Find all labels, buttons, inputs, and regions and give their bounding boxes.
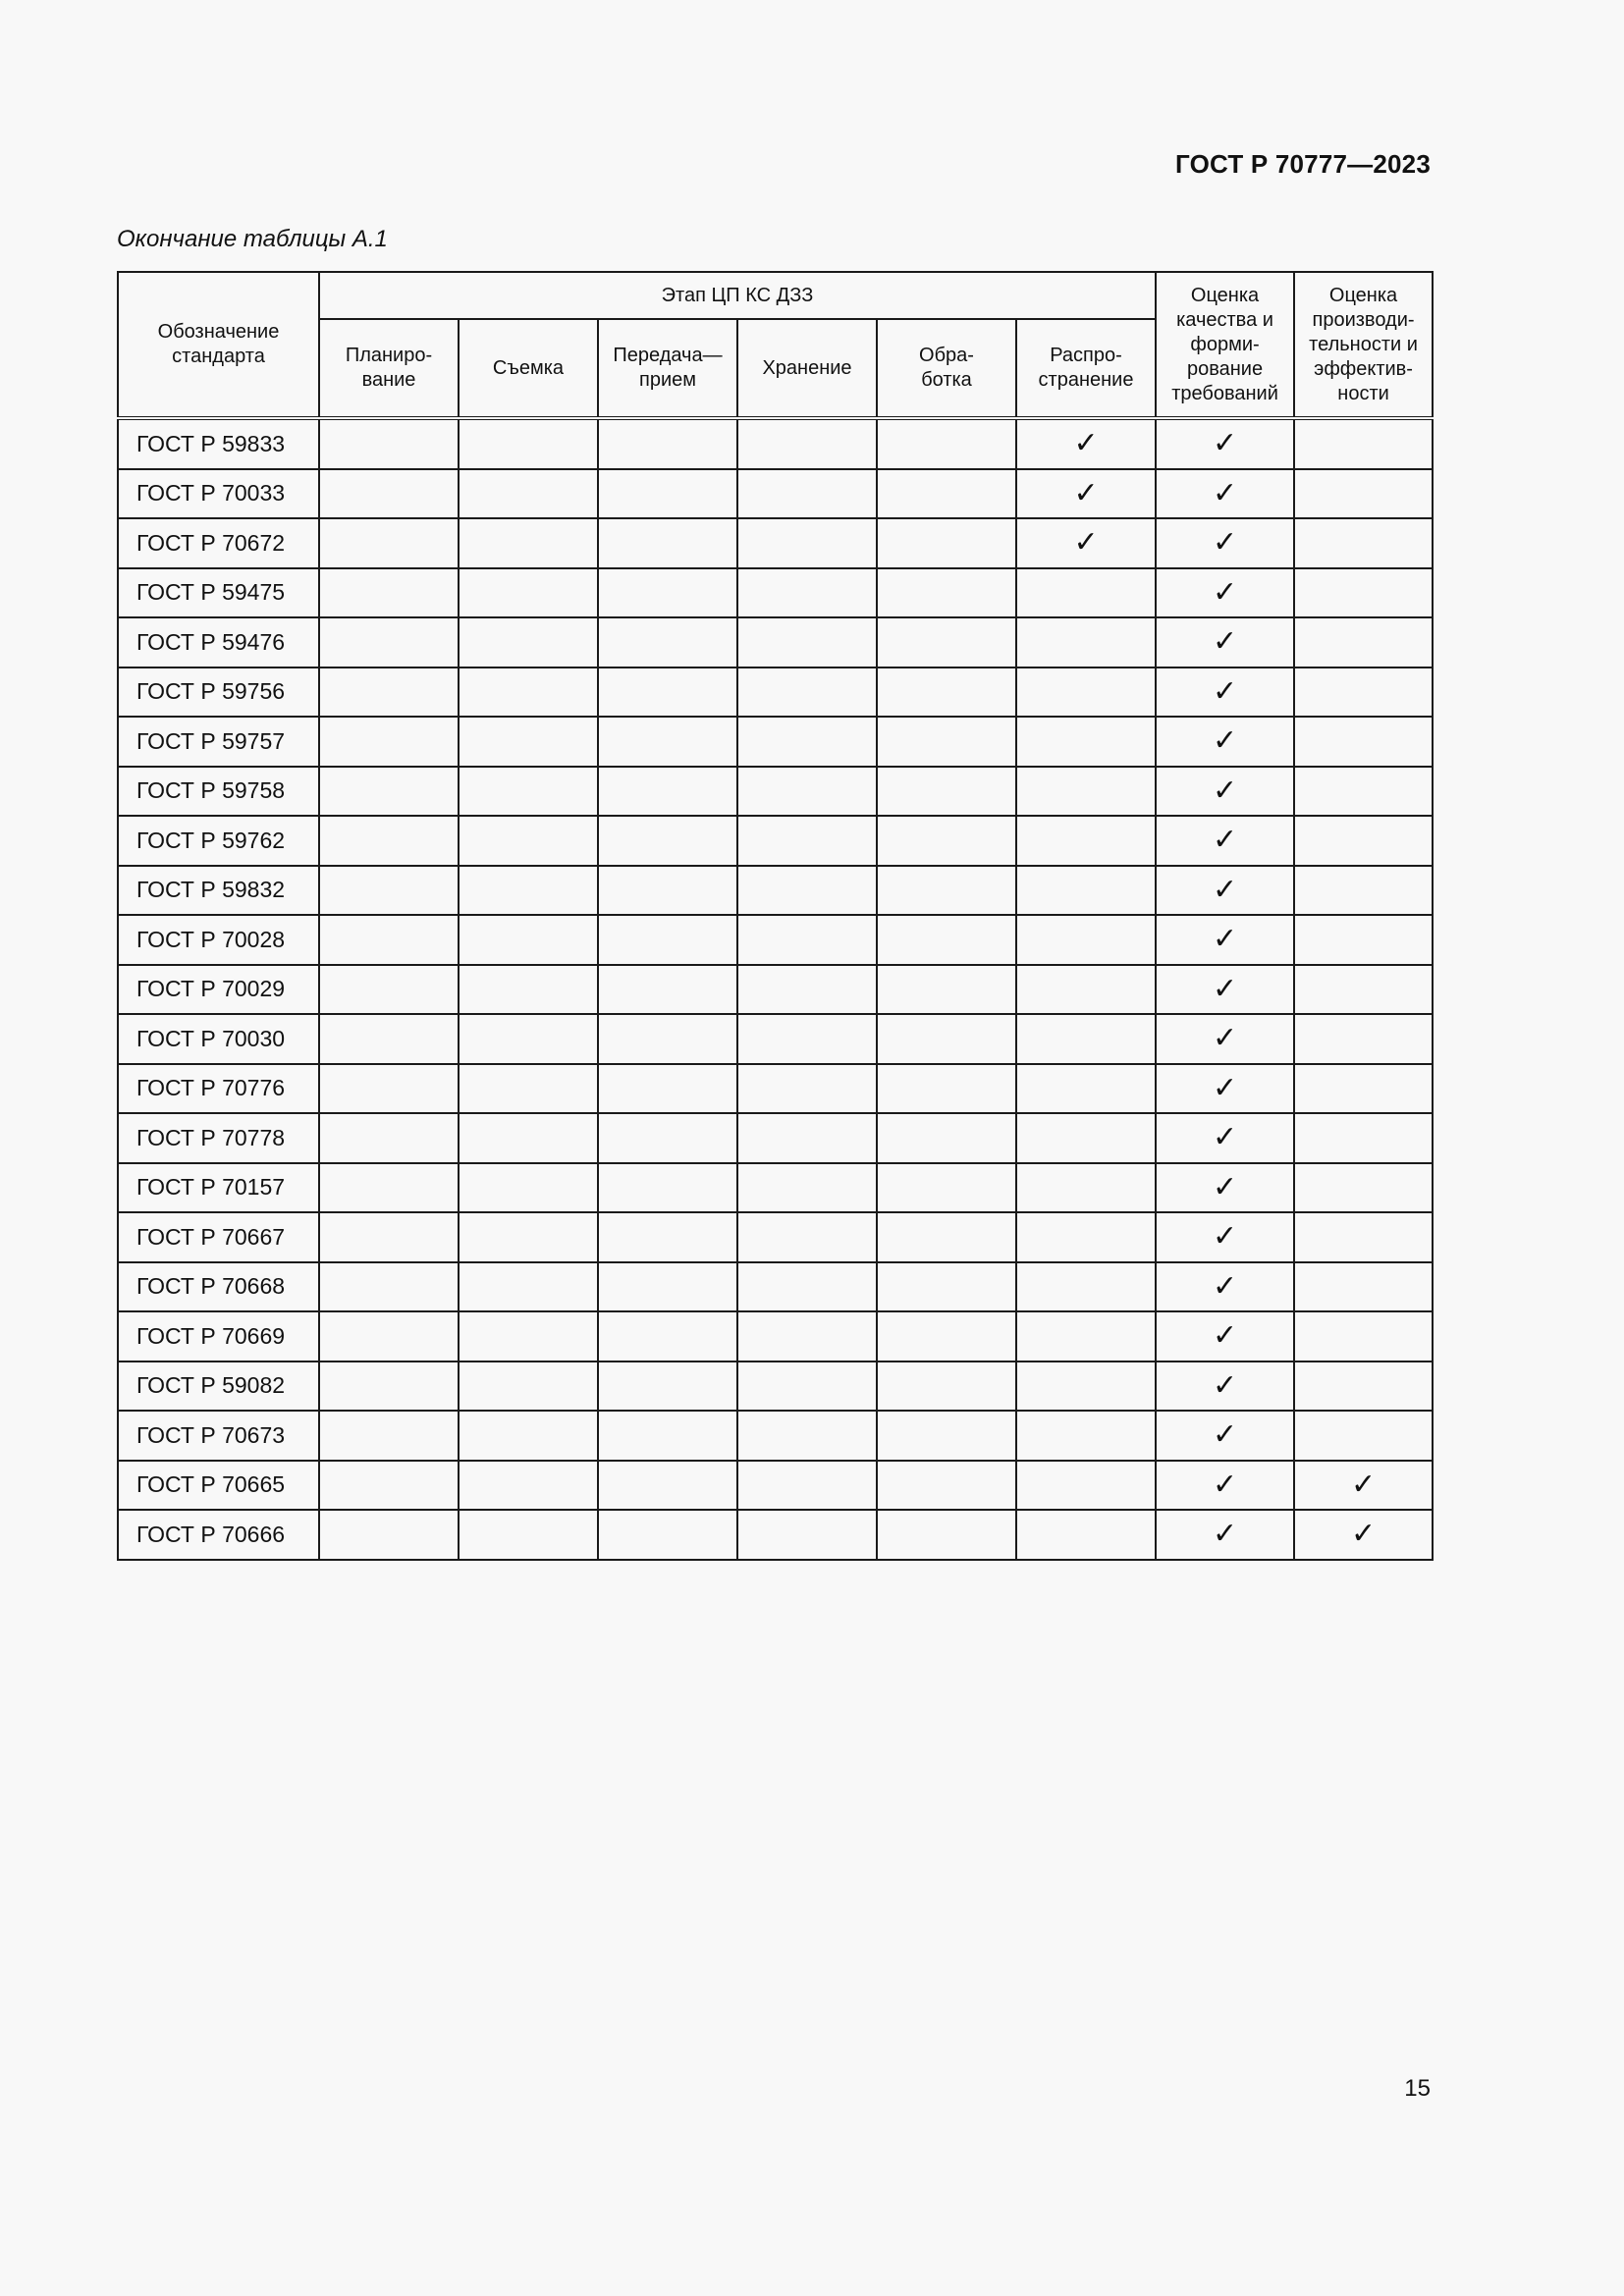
- empty-cell: [598, 568, 737, 618]
- page-number: 15: [1404, 2075, 1431, 2102]
- empty-cell: [1294, 965, 1433, 1015]
- empty-cell: [319, 816, 459, 866]
- check-mark-icon: ✓: [1156, 1212, 1294, 1262]
- empty-cell: [877, 418, 1016, 469]
- check-mark-icon: ✓: [1156, 1113, 1294, 1163]
- cell-standard: ГОСТ Р 70033: [118, 469, 319, 519]
- empty-cell: [319, 667, 459, 718]
- table-row: [118, 568, 1433, 618]
- table-row: [118, 1510, 1433, 1560]
- empty-cell: [459, 965, 598, 1015]
- cell-standard: ГОСТ Р 59758: [118, 767, 319, 817]
- empty-cell: [459, 1064, 598, 1114]
- empty-cell: [737, 1014, 877, 1064]
- empty-cell: [1016, 1311, 1156, 1362]
- cell-standard: ГОСТ Р 70030: [118, 1014, 319, 1064]
- empty-cell: [877, 767, 1016, 817]
- empty-cell: [1016, 1262, 1156, 1312]
- empty-cell: [1016, 717, 1156, 767]
- empty-cell: [877, 1311, 1016, 1362]
- header-standard: Обозначение стандарта: [118, 272, 319, 418]
- empty-cell: [877, 1163, 1016, 1213]
- empty-cell: [319, 717, 459, 767]
- empty-cell: [598, 1510, 737, 1560]
- empty-cell: [1294, 469, 1433, 519]
- empty-cell: [1294, 617, 1433, 667]
- empty-cell: [877, 568, 1016, 618]
- empty-cell: [1016, 568, 1156, 618]
- empty-cell: [459, 1163, 598, 1213]
- empty-cell: [877, 1212, 1016, 1262]
- empty-cell: [598, 1362, 737, 1412]
- table-row: [118, 667, 1433, 718]
- table-row: [118, 767, 1433, 817]
- check-mark-icon: ✓: [1294, 1461, 1433, 1511]
- empty-cell: [319, 1163, 459, 1213]
- empty-cell: [459, 418, 598, 469]
- empty-cell: [1294, 1362, 1433, 1412]
- header-stage-planning: Планиро- вание: [319, 319, 459, 418]
- header-stage-group: Этап ЦП КС ДЗЗ: [319, 272, 1156, 319]
- empty-cell: [877, 965, 1016, 1015]
- cell-standard: ГОСТ Р 70778: [118, 1113, 319, 1163]
- empty-cell: [737, 1311, 877, 1362]
- empty-cell: [1016, 1510, 1156, 1560]
- table-header: [118, 272, 1433, 418]
- empty-cell: [459, 568, 598, 618]
- empty-cell: [877, 816, 1016, 866]
- header-quality: Оценка качества и форми-рование требований: [1156, 272, 1294, 418]
- empty-cell: [737, 469, 877, 519]
- table-row: [118, 1311, 1433, 1362]
- empty-cell: [459, 1461, 598, 1511]
- table-row: [118, 418, 1433, 469]
- table-row: [118, 915, 1433, 965]
- header-stage-processing: Обра- ботка: [877, 319, 1016, 418]
- table-row: [118, 1262, 1433, 1312]
- empty-cell: [737, 1411, 877, 1461]
- empty-cell: [459, 1262, 598, 1312]
- table-caption: Окончание таблицы А.1: [117, 226, 388, 252]
- empty-cell: [737, 965, 877, 1015]
- table-row: [118, 1212, 1433, 1262]
- empty-cell: [737, 667, 877, 718]
- empty-cell: [1016, 1064, 1156, 1114]
- empty-cell: [319, 418, 459, 469]
- empty-cell: [319, 1311, 459, 1362]
- check-mark-icon: ✓: [1156, 568, 1294, 618]
- empty-cell: [459, 816, 598, 866]
- header-stage-transfer: Передача— прием: [598, 319, 737, 418]
- empty-cell: [598, 1262, 737, 1312]
- table-row: [118, 965, 1433, 1015]
- empty-cell: [459, 767, 598, 817]
- check-mark-icon: ✓: [1156, 1064, 1294, 1114]
- cell-standard: ГОСТ Р 59476: [118, 617, 319, 667]
- cell-standard: ГОСТ Р 70029: [118, 965, 319, 1015]
- empty-cell: [459, 1510, 598, 1560]
- check-mark-icon: ✓: [1156, 965, 1294, 1015]
- empty-cell: [877, 1510, 1016, 1560]
- empty-cell: [737, 617, 877, 667]
- empty-cell: [737, 568, 877, 618]
- table-row: [118, 1411, 1433, 1461]
- empty-cell: [598, 617, 737, 667]
- empty-cell: [459, 617, 598, 667]
- empty-cell: [877, 866, 1016, 916]
- empty-cell: [1016, 1362, 1156, 1412]
- empty-cell: [598, 469, 737, 519]
- empty-cell: [877, 1411, 1016, 1461]
- empty-cell: [737, 518, 877, 568]
- cell-standard: ГОСТ Р 59757: [118, 717, 319, 767]
- empty-cell: [1294, 1113, 1433, 1163]
- empty-cell: [1016, 1212, 1156, 1262]
- empty-cell: [598, 866, 737, 916]
- header-stage-survey: Съемка: [459, 319, 598, 418]
- table-body: [118, 418, 1433, 1560]
- empty-cell: [459, 1311, 598, 1362]
- table-row: [118, 1362, 1433, 1412]
- empty-cell: [737, 1362, 877, 1412]
- empty-cell: [459, 1014, 598, 1064]
- standards-table: [117, 271, 1434, 1561]
- empty-cell: [598, 767, 737, 817]
- empty-cell: [319, 1362, 459, 1412]
- empty-cell: [598, 1311, 737, 1362]
- empty-cell: [319, 1014, 459, 1064]
- empty-cell: [1016, 617, 1156, 667]
- empty-cell: [737, 418, 877, 469]
- empty-cell: [1294, 418, 1433, 469]
- empty-cell: [877, 1362, 1016, 1412]
- empty-cell: [598, 1411, 737, 1461]
- table-row: [118, 1064, 1433, 1114]
- empty-cell: [1016, 1113, 1156, 1163]
- empty-cell: [1016, 1411, 1156, 1461]
- empty-cell: [1294, 1262, 1433, 1312]
- empty-cell: [598, 915, 737, 965]
- empty-cell: [598, 1113, 737, 1163]
- empty-cell: [319, 1461, 459, 1511]
- check-mark-icon: ✓: [1156, 1014, 1294, 1064]
- header-stage-distribution: Распро- странение: [1016, 319, 1156, 418]
- empty-cell: [319, 469, 459, 519]
- empty-cell: [737, 1510, 877, 1560]
- table-row: [118, 617, 1433, 667]
- empty-cell: [877, 469, 1016, 519]
- check-mark-icon: ✓: [1156, 667, 1294, 718]
- cell-standard: ГОСТ Р 59832: [118, 866, 319, 916]
- empty-cell: [319, 518, 459, 568]
- check-mark-icon: ✓: [1156, 767, 1294, 817]
- check-mark-icon: ✓: [1156, 1362, 1294, 1412]
- empty-cell: [1294, 1311, 1433, 1362]
- empty-cell: [737, 767, 877, 817]
- empty-cell: [877, 1461, 1016, 1511]
- empty-cell: [319, 1411, 459, 1461]
- cell-standard: ГОСТ Р 59762: [118, 816, 319, 866]
- empty-cell: [598, 1163, 737, 1213]
- table-row: [118, 1113, 1433, 1163]
- cell-standard: ГОСТ Р 70666: [118, 1510, 319, 1560]
- empty-cell: [319, 1262, 459, 1312]
- empty-cell: [459, 866, 598, 916]
- check-mark-icon: ✓: [1156, 866, 1294, 916]
- cell-standard: ГОСТ Р 70028: [118, 915, 319, 965]
- check-mark-icon: ✓: [1016, 469, 1156, 519]
- cell-standard: ГОСТ Р 70673: [118, 1411, 319, 1461]
- table-row: [118, 1014, 1433, 1064]
- check-mark-icon: ✓: [1156, 1262, 1294, 1312]
- check-mark-icon: ✓: [1016, 418, 1156, 469]
- empty-cell: [459, 469, 598, 519]
- empty-cell: [737, 816, 877, 866]
- empty-cell: [459, 717, 598, 767]
- empty-cell: [1294, 866, 1433, 916]
- empty-cell: [1016, 1014, 1156, 1064]
- table-row: [118, 866, 1433, 916]
- empty-cell: [598, 667, 737, 718]
- table-row: [118, 1461, 1433, 1511]
- empty-cell: [1294, 1163, 1433, 1213]
- empty-cell: [737, 915, 877, 965]
- empty-cell: [737, 717, 877, 767]
- empty-cell: [598, 816, 737, 866]
- empty-cell: [598, 1212, 737, 1262]
- empty-cell: [598, 965, 737, 1015]
- empty-cell: [737, 1212, 877, 1262]
- empty-cell: [737, 1461, 877, 1511]
- empty-cell: [459, 1212, 598, 1262]
- empty-cell: [319, 915, 459, 965]
- empty-cell: [1016, 1163, 1156, 1213]
- cell-standard: ГОСТ Р 59833: [118, 418, 319, 469]
- empty-cell: [319, 965, 459, 1015]
- empty-cell: [1016, 667, 1156, 718]
- check-mark-icon: ✓: [1156, 1163, 1294, 1213]
- empty-cell: [877, 717, 1016, 767]
- table-row: [118, 469, 1433, 519]
- cell-standard: ГОСТ Р 70667: [118, 1212, 319, 1262]
- check-mark-icon: ✓: [1156, 617, 1294, 667]
- empty-cell: [319, 1510, 459, 1560]
- empty-cell: [877, 617, 1016, 667]
- cell-standard: ГОСТ Р 59082: [118, 1362, 319, 1412]
- empty-cell: [598, 518, 737, 568]
- empty-cell: [737, 1163, 877, 1213]
- check-mark-icon: ✓: [1156, 915, 1294, 965]
- empty-cell: [598, 418, 737, 469]
- check-mark-icon: ✓: [1156, 1461, 1294, 1511]
- check-mark-icon: ✓: [1156, 1311, 1294, 1362]
- empty-cell: [1016, 767, 1156, 817]
- table-row: [118, 816, 1433, 866]
- empty-cell: [877, 1014, 1016, 1064]
- empty-cell: [319, 866, 459, 916]
- empty-cell: [1294, 568, 1433, 618]
- empty-cell: [459, 915, 598, 965]
- empty-cell: [1016, 1461, 1156, 1511]
- check-mark-icon: ✓: [1156, 518, 1294, 568]
- empty-cell: [737, 866, 877, 916]
- header-stage-storage: Хранение: [737, 319, 877, 418]
- table-row: [118, 717, 1433, 767]
- empty-cell: [1294, 1411, 1433, 1461]
- cell-standard: ГОСТ Р 70157: [118, 1163, 319, 1213]
- empty-cell: [877, 1113, 1016, 1163]
- table-row: [118, 518, 1433, 568]
- empty-cell: [319, 1113, 459, 1163]
- empty-cell: [1294, 518, 1433, 568]
- empty-cell: [459, 667, 598, 718]
- table-row: [118, 1163, 1433, 1213]
- check-mark-icon: ✓: [1156, 469, 1294, 519]
- cell-standard: ГОСТ Р 70665: [118, 1461, 319, 1511]
- check-mark-icon: ✓: [1294, 1510, 1433, 1560]
- empty-cell: [598, 1461, 737, 1511]
- empty-cell: [598, 1064, 737, 1114]
- empty-cell: [1294, 1064, 1433, 1114]
- empty-cell: [459, 1411, 598, 1461]
- cell-standard: ГОСТ Р 70668: [118, 1262, 319, 1312]
- empty-cell: [1016, 965, 1156, 1015]
- check-mark-icon: ✓: [1156, 418, 1294, 469]
- empty-cell: [1294, 915, 1433, 965]
- empty-cell: [1016, 915, 1156, 965]
- empty-cell: [1294, 717, 1433, 767]
- empty-cell: [319, 1212, 459, 1262]
- empty-cell: [877, 518, 1016, 568]
- empty-cell: [1294, 667, 1433, 718]
- cell-standard: ГОСТ Р 59756: [118, 667, 319, 718]
- empty-cell: [319, 767, 459, 817]
- header-efficiency: Оценка производи-тельности и эффектив-ности: [1294, 272, 1433, 418]
- empty-cell: [1016, 816, 1156, 866]
- empty-cell: [737, 1064, 877, 1114]
- empty-cell: [459, 1113, 598, 1163]
- check-mark-icon: ✓: [1156, 816, 1294, 866]
- empty-cell: [1294, 816, 1433, 866]
- empty-cell: [737, 1113, 877, 1163]
- empty-cell: [1294, 1212, 1433, 1262]
- empty-cell: [1294, 1014, 1433, 1064]
- empty-cell: [319, 1064, 459, 1114]
- cell-standard: ГОСТ Р 70669: [118, 1311, 319, 1362]
- check-mark-icon: ✓: [1156, 1411, 1294, 1461]
- check-mark-icon: ✓: [1156, 717, 1294, 767]
- empty-cell: [319, 617, 459, 667]
- empty-cell: [459, 518, 598, 568]
- empty-cell: [877, 1262, 1016, 1312]
- cell-standard: ГОСТ Р 70776: [118, 1064, 319, 1114]
- check-mark-icon: ✓: [1156, 1510, 1294, 1560]
- empty-cell: [1016, 866, 1156, 916]
- empty-cell: [459, 1362, 598, 1412]
- cell-standard: ГОСТ Р 59475: [118, 568, 319, 618]
- empty-cell: [1294, 767, 1433, 817]
- empty-cell: [877, 667, 1016, 718]
- document-code: ГОСТ Р 70777—2023: [1175, 149, 1431, 179]
- empty-cell: [598, 717, 737, 767]
- empty-cell: [877, 1064, 1016, 1114]
- cell-standard: ГОСТ Р 70672: [118, 518, 319, 568]
- empty-cell: [598, 1014, 737, 1064]
- empty-cell: [319, 568, 459, 618]
- empty-cell: [737, 1262, 877, 1312]
- empty-cell: [877, 915, 1016, 965]
- check-mark-icon: ✓: [1016, 518, 1156, 568]
